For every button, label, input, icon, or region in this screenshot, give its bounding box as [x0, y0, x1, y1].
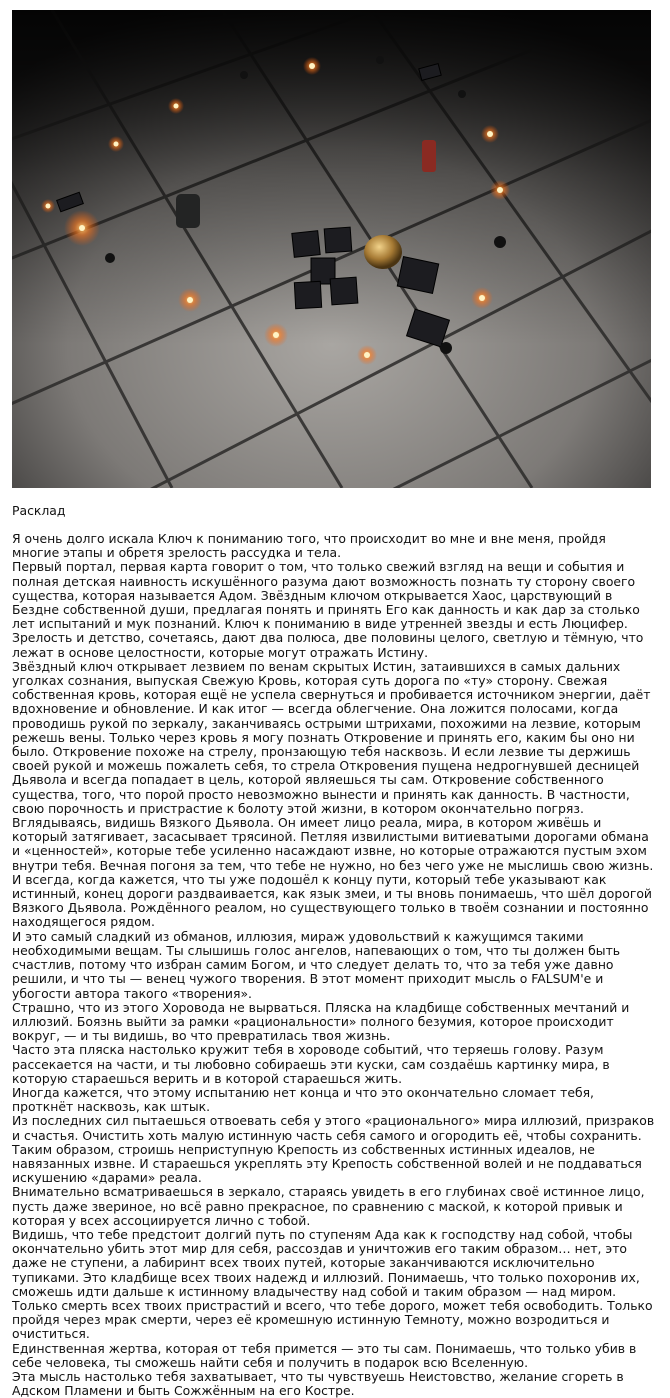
post-body: [12, 532, 656, 1398]
paragraph: И это самый сладкий из обманов, иллюзия, мираж удовольствий к кажущимся такими необходимыми вещам. Ты слышишь голос ангелов, напевающих о том, что ты должен быть счастлив, потому что избран самим Богом, и что следует делать то, что за тебя уже давно решили, и что ты — венец чужого творения. В этот момент приходит мысль о FALSUM'е и убогости автора такого «творения».: [12, 928, 621, 1001]
paragraph: Эта мысль настолько тебя захватывает, что ты чувствуешь Неистовство, желание сгореть в Адском Пламени и быть Сожжённым на его Костре.: [12, 1368, 624, 1398]
paragraph: Первый портал, первая карта говорит о том, что только свежий взгляд на вещи и события и полная детская наивность искушённого разума дают возможность познать ту сторону своего существа, которая называется Адом. Звёздным ключом открывается Хаос, царствующий в Бездне собственной души, предлагая понять и принять Его как данность и как дар за столько лет испытаний и мук познаний. Ключ к пониманию в виде утренней звезды и есть Люцифер.: [12, 559, 640, 632]
paragraph: Звёздный ключ открывает лезвием по венам скрытых Истин, затаившихся в самых дальних уголках сознания, выпуская Свежую Кровь, которая суть дорога по «ту» сторону. Свежая собственная кровь, которая ещё не успела свернуться и пробивается источником энергии, даёт вдохновение и обновление. И как итог — всегда облегчение. Она ложится полосами, когда проводишь рукой по зеркалу, заканчиваясь острыми штрихами, похожими на лезвие, которым режешь вены. Только через кровь я могу познать Откровение и принять его, каким бы оно ни было. Откровение похоже на стрелу, пронзающую тебя насквозь. И если лезвие ты держишь своей рукой и можешь пожалеть себя, то стрела Откровения пущена недрогнувшей десницей Дьявола и всегда попадает в цель, которой являешься ты сам. Откровение собственного существа, того, что порой просто невозможно вынести и принять как данность. В частности, свою порочность и пристрастие к болоту этой жизни, в котором окончательно погряз. Вглядываясь, видишь Вязкого Дьявола. Он имеет лицо реала, мира, в котором живёшь и который затягивает, засасывает трясиной. Петляя извилистыми витиеватыми дорогами обмана и «ценностей», которые тебе усиленно насаждают извне, но которые отражаются пустым эхом внутри тебя. Вечная погоня за тем, что тебе не нужно, но без чего уже не мыслишь свою жизнь. И всегда, когда кажется, что ты уже подошёл к концу пути, который тебе указывают как истинный, конец дороги раздваивается, как язык змеи, и ты вновь понимаешь, что шёл дорогой Вязкого Дьявола. Рождённого реалом, но существующего только в твоём сознании и постоянно находящегося рядом.: [12, 658, 654, 930]
paragraph: Единственная жертва, которая от тебя примется — это ты сам. Понимаешь, что только убив в себе человека, ты сможешь найти себя и получить в подарок всю Вселенную.: [12, 1340, 637, 1370]
photo-svg: [12, 10, 651, 488]
paragraph: Зрелость и детство, сочетаясь, дают два полюса, две половины целого, светлую и тёмную, что лежат в основе целостности, которые могут отражать Истину.: [12, 630, 644, 660]
paragraph: Внимательно всматриваешься в зеркало, стараясь увидеть в его глубинах своё истинное лицо, пусть даже звериное, но всё равно прекрасное, по сравнению с маской, к которой привык и которая у всех ассоциируется лично с тобой.: [12, 1184, 645, 1228]
tarot-spread-photo: [12, 10, 651, 488]
paragraph: Иногда кажется, что этому испытанию нет конца и что это окончательно сломает тебя, проткнёт насквозь, как штык.: [12, 1084, 594, 1115]
post-title: Расклад: [12, 503, 66, 518]
paragraph: Страшно, что из этого Хоровода не вырваться. Пляска на кладбище собственных мечтаний и иллюзий. Боязнь выйти за рамки «рациональности» полного безумия, которое происходит вокруг, — и ты видишь, во что превратилась твоя жизнь.: [12, 999, 630, 1044]
brass-bowl: [364, 235, 402, 269]
black-jar: [176, 194, 200, 228]
paragraph: Видишь, что тебе предстоит долгий путь по ступеням Ада как к господству над собой, чтобы окончательно убить этот мир для себя, рассоздав и уничтожив его таким образом… нет, это даже не ступени, а лабиринт всех твоих путей, которые заканчиваются исключительно тупиками. Это кладбище всех твоих надежд и иллюзий. Понимаешь, что только похоронив их, сможешь идти дальше к истинному владычеству над собой и таким образом — над миром. Только смерть всех твоих пристрастий и всего, что тебе дорого, может тебя освободить. Только пройдя через мрак смерти, через её кромешную истинную Темноту, можно возродиться и очиститься.: [12, 1226, 653, 1342]
red-bottle: [422, 140, 436, 172]
paragraph: Я очень долго искала Ключ к пониманию того, что происходит во мне и вне меня, пройдя многие этапы и обретя зрелость рассудка и тела.: [12, 531, 606, 561]
paragraph: Из последних сил пытаешься отвоевать себя у этого «рационального» мира иллюзий, призраков и счастья. Очистить хоть малую истинную часть себя самого и огородить её, чтобы сохранить. Таким образом, строишь неприступную Крепость из собственных истинных идеалов, не навязанных извне. И стараешься укреплять эту Крепость собственной волей и не поддаваться искушению «дарами» реала.: [12, 1113, 655, 1186]
paragraph: Часто эта пляска настолько кружит тебя в хороводе событий, что теряешь голову. Разум рассекается на части, и ты любовно собираешь эти куски, сам создаёшь картинку мира, в которую стараешься верить и в которой стараешься жить.: [12, 1042, 610, 1086]
